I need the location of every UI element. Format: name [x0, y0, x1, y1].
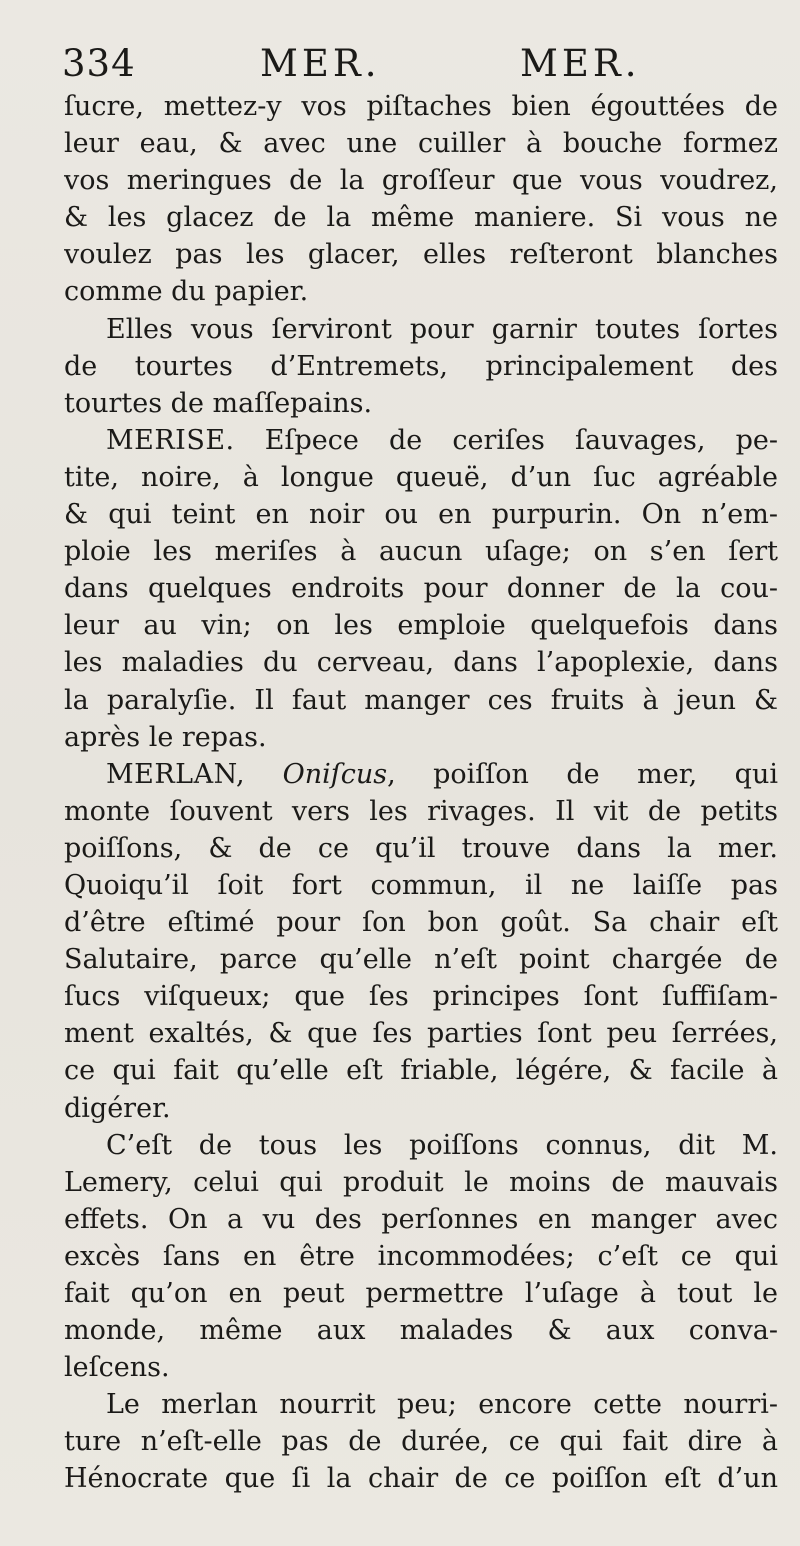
- text-line: ploie les meriſes à aucun uſage; on s’en ſert: [64, 536, 778, 568]
- text-line: & qui teint en noir ou en purpurin. On n’em-: [64, 499, 778, 531]
- text-line: poiſſons, & de ce qu’il trouve dans la mer.: [64, 832, 778, 864]
- headword-merlan: MERLAN,: [106, 758, 246, 790]
- entry-merlan-first-line: [64, 756, 778, 793]
- text-line: fait qu’on en peut permettre l’uſage à tout le: [64, 1278, 778, 1309]
- text-line: Lemery, celui qui produit le moins de mauvais: [64, 1166, 778, 1198]
- text-line: digérer.: [64, 1092, 171, 1124]
- body-text: [64, 88, 778, 1498]
- text-line: leur eau, & avec une cuiller à bouche formez: [64, 128, 778, 160]
- entry-merise-first-line: [64, 422, 778, 459]
- text-line: dans quelques endroits pour donner de la cou-: [64, 573, 778, 605]
- text-line: ſucs viſqueux; que ſes principes ſont ſuffiſam-: [64, 981, 778, 1013]
- running-head-left: MER.: [260, 42, 381, 85]
- text-line: Quoiqu’il ſoit fort commun, il ne laiſſe pas: [64, 869, 778, 901]
- text-line: après le repas.: [64, 721, 267, 753]
- page-header: [62, 40, 762, 88]
- text-line: les maladies du cerveau, dans l’apoplexie, dans: [64, 647, 778, 679]
- running-head-right: MER.: [520, 42, 641, 85]
- text-line: vos meringues de la groſſeur que vous voudrez,: [64, 165, 778, 197]
- text-line: ſucre, mettez-y vos piſtaches bien égouttées de: [64, 91, 778, 122]
- page-number: 334: [62, 42, 136, 85]
- text-line: monde, même aux malades & aux conva-: [64, 1315, 778, 1347]
- entry-text: , poiſſon de mer, qui: [387, 758, 778, 790]
- text-line: comme du papier.: [64, 276, 309, 308]
- text-line: Salutaire, parce qu’elle n’eſt point chargée de: [64, 944, 778, 976]
- text-line: leſcens.: [64, 1352, 170, 1384]
- text-line: leur au vin; on les emploie quelquefois dans: [64, 610, 778, 642]
- text-line: voulez pas les glacer, elles reſteront blanches: [64, 239, 778, 271]
- text-line: monte ſouvent vers les rivages. Il vit de petits: [64, 795, 778, 827]
- text-line: Le merlan nourrit peu; encore cette nourri-: [106, 1389, 778, 1421]
- text-line: la paralyſie. Il faut manger ces fruits à jeun &: [64, 684, 778, 716]
- text-line: Hénocrate que ſi la chair de ce poiſſon eſt d’un: [64, 1463, 778, 1495]
- text-line: ture n’eſt-elle pas de durée, ce qui fait dire à: [64, 1426, 778, 1458]
- text-line: excès ſans en être incommodées; c’eſt ce qui: [64, 1240, 778, 1272]
- text-line: Elles vous ſerviront pour garnir toutes ſortes: [106, 313, 778, 345]
- text-line: C’eſt de tous les poiſſons connus, dit M.: [106, 1129, 778, 1161]
- text-line: de tourtes d’Entremets, principalement des: [64, 350, 778, 382]
- headword-merise: MERISE.: [106, 424, 235, 456]
- text-line: tourtes de maſſepains.: [64, 387, 373, 419]
- text-line: d’être eſtimé pour ſon bon goût. Sa chair eſt: [64, 907, 778, 939]
- text-line: ce qui fait qu’elle eſt friable, légére, & facile à: [64, 1055, 778, 1087]
- text-line: & les glacez de la même maniere. Si vous ne: [64, 202, 778, 234]
- text-line: tite, noire, à longue queuë, d’un ſuc agréable: [64, 461, 778, 493]
- text-line: ment exaltés, & que ſes parties ſont peu ſerrées,: [64, 1018, 778, 1050]
- text-line: effets. On a vu des perſonnes en manger avec: [64, 1203, 778, 1235]
- latin-name: Oniſcus: [282, 758, 388, 790]
- entry-text: Eſpece de ceriſes ſauvages, pe-: [264, 424, 778, 456]
